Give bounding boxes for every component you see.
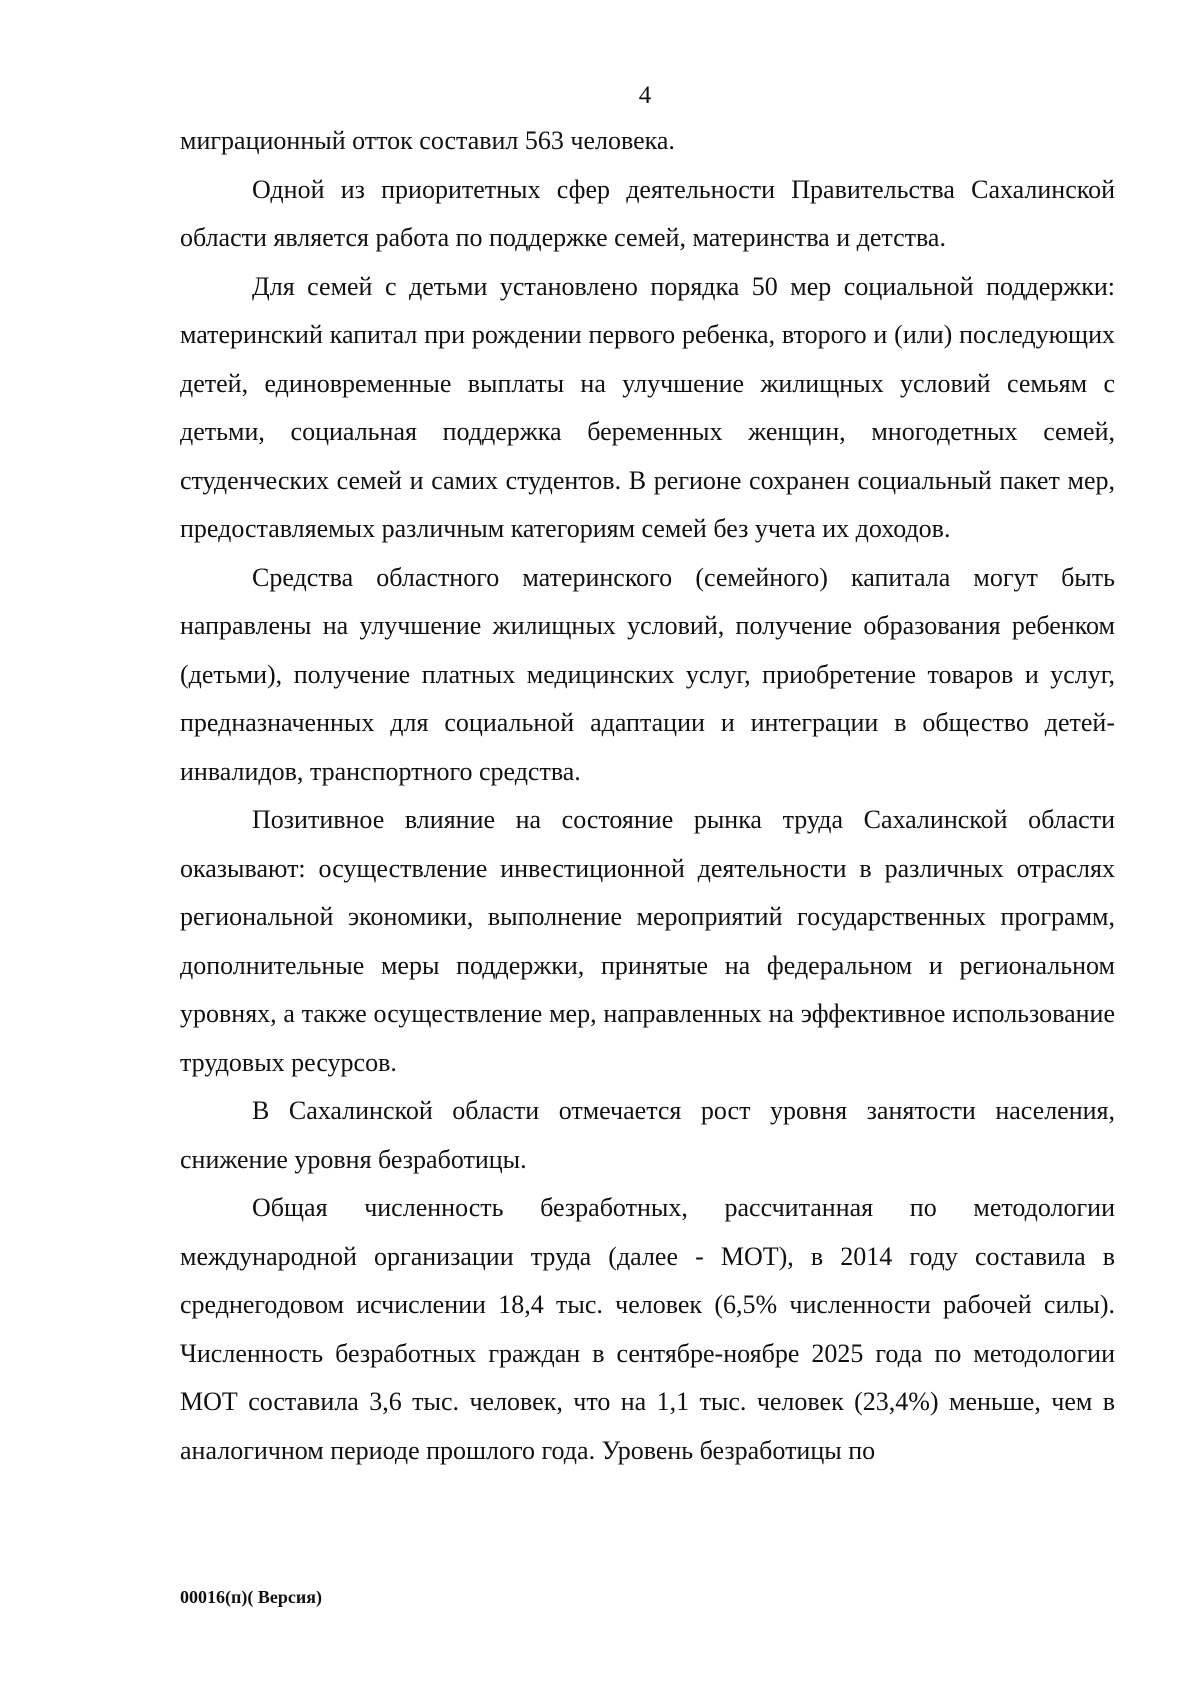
- paragraph-support-measures: Для семей с детьми установлено порядка 50 мер социальной поддержки: материнский капитал при рождении первого ребенка, второго и (или) последующих детей, единовременные выплаты на улучшение жилищных условий семьям с детьми, социальная поддержка беременных женщин, многодетных семей, студенческих семей и самих студентов. В регионе сохранен социальный пакет мер, предоставляемых различным категориям семей без учета их доходов.: [180, 271, 1115, 543]
- paragraph-family-support-priority: Одной из приоритетных сфер деятельности Правительства Сахалинской области является работа по поддержке семей, материнства и детства.: [180, 174, 1115, 252]
- page-number: 4: [638, 82, 652, 109]
- paragraph-maternity-capital: Средства областного материнского (семейного) капитала могут быть направлены на улучшение жилищных условий, получение образования ребенком (детьми), получение платных медицинских услуг, приобретение товаров и услуг, предназначенных для социальной адаптации и интеграции в общество детей-инвалидов, транспортного средства.: [180, 562, 1115, 786]
- paragraph-employment-growth: В Сахалинской области отмечается рост уровня занятости населения, снижение уровня безработицы.: [180, 1096, 1115, 1174]
- footer-document-code: 00016(п)( Версия): [180, 1587, 322, 1607]
- paragraph-unemployment-statistics: Общая численность безработных, рассчитанная по методологии международной организации труда (далее - МОТ), в 2014 году составила в среднегодовом исчислении 18,4 тыс. человек (6,5% численности рабочей силы). Численность безработных граждан в сентябре-ноябре 2025 года по методологии МОТ составила 3,6 тыс. человек, что на 1,1 тыс. человек (23,4%) меньше, чем в аналогичном периоде прошлого года. Уровень безработицы по: [180, 1193, 1115, 1465]
- paragraph-continuation: миграционный отток составил 563 человека.: [180, 126, 675, 155]
- paragraph-labor-market: Позитивное влияние на состояние рынка труда Сахалинской области оказывают: осуществление инвестиционной деятельности в различных отраслях региональной экономики, выполнение мероприятий государственных программ, дополнительные меры поддержки, принятые на федеральном и региональном уровнях, а также осуществление мер, направленных на эффективное использование трудовых ресурсов.: [180, 805, 1115, 1077]
- document-body: [180, 117, 1115, 1475]
